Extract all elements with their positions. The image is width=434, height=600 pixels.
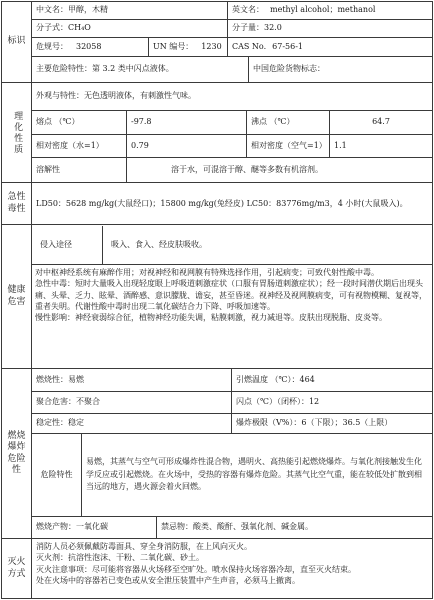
stability-cell — [31, 413, 232, 434]
cn-name-value: 甲醇，木精 — [68, 5, 108, 15]
boiling-point-value-cell — [329, 110, 433, 135]
cas-number-cell — [227, 37, 433, 57]
section-identification: 标识 — [1, 1, 32, 83]
section-health-hazard: 健康危害 — [1, 224, 32, 369]
mw-value: 32.0 — [264, 23, 282, 33]
cn-name-cell — [31, 1, 228, 20]
cn-hazard-mark-label: 中国危险货物标志： — [253, 64, 325, 74]
polymerization-label: 聚合危害： — [36, 397, 76, 407]
firefighting-line-2: 灭火剂：抗溶性泡沫、干粉、二氧化碳、砂土。 — [36, 553, 204, 563]
flash-point-value: 12 — [308, 397, 320, 407]
appearance-label: 外观与特性： — [36, 91, 84, 101]
ignition-temp-label: 引燃温度 （℃）： — [236, 374, 300, 384]
firefighting-line-3: 灭火注意事项：尽可能将容器从火场移至空旷处。喷水保持火场容器冷却，直至灭火结束。 — [36, 564, 356, 574]
health-effects-p1: 对中枢神经系统有麻醉作用；对视神经和视网膜有特殊选择作用，引起病变；可致代射性酸中毒。 — [35, 268, 379, 277]
combustion-products-cell — [31, 516, 157, 539]
flammability-label: 燃烧性： — [36, 374, 68, 384]
en-name-value: methyl alcohol；methanol — [270, 5, 376, 15]
ignition-temp-cell — [231, 368, 433, 392]
hazard-class-value: 第 3.2 类中闪点液体。 — [92, 64, 174, 74]
formula-label: 分子式： — [36, 23, 68, 33]
solubility-value: 溶于水，可混溶于醇、醚等多数有机溶剂。 — [171, 164, 323, 174]
cn-hazard-mark-cell — [248, 56, 433, 83]
ignition-temp-value: 464 — [299, 374, 315, 384]
appearance-cell — [31, 82, 433, 111]
rel-density-air-value-cell — [329, 134, 433, 158]
boiling-point-label-cell — [246, 110, 330, 135]
stability-label: 稳定性： — [36, 418, 68, 428]
explosion-limit-cell — [231, 413, 433, 434]
hazard-characteristics-label: 危险特性 — [40, 469, 73, 479]
polymerization-cell — [31, 391, 232, 414]
melting-point-value: -97.8 — [131, 117, 152, 127]
health-right-border — [432, 224, 433, 369]
hazard-class-label: 主要危险特性： — [36, 64, 92, 74]
en-name-label: 英文名： — [232, 5, 264, 15]
firefighting-line-1: 消防人员必须佩戴防毒面具、穿全身消防服，在上风向灭火。 — [36, 542, 252, 551]
appearance-value: 无色透明液体，有刺激性气味。 — [84, 91, 196, 101]
section-physchem — [1, 82, 32, 183]
incompatible-cell — [156, 516, 433, 539]
molecular-weight-cell — [227, 19, 433, 38]
boiling-point-value: 64.7 — [372, 117, 390, 127]
route-label-cell — [32, 226, 102, 264]
un-number-label: UN 编号： — [153, 41, 194, 51]
hazard-characteristics-value: 易燃，其蒸气与空气可形成爆炸性混合物，遇明火、高热能引起燃烧爆炸。与氧化剂接触发生化学反应或引起燃烧。在火场中，受热的容器有爆炸危险。其蒸气比空气重，能在较低处扩散到相当远的地方，遇火源会着火回燃。 — [86, 456, 422, 492]
formula-value: CH₄O — [68, 23, 91, 33]
cn-name-label: 中文名： — [36, 5, 68, 15]
health-effects-block — [32, 266, 432, 368]
toxicity-cell — [31, 182, 433, 225]
en-name-cell — [227, 1, 433, 20]
combustion-products-value: 一氧化碳 — [76, 522, 108, 532]
flash-point-cell — [231, 391, 433, 414]
section-firefighting: 灭火方式 — [1, 538, 32, 599]
hazard-number-value: 32058 — [76, 41, 102, 51]
flammability-value: 易燃 — [68, 374, 84, 384]
formula-cell — [31, 19, 228, 38]
solubility-label-cell — [31, 157, 127, 183]
solubility-label: 溶解性 — [36, 164, 60, 174]
rel-density-water-value: 0.79 — [131, 140, 149, 150]
rel-density-air-value: 1.1 — [334, 140, 347, 150]
explosion-limit-label: 爆炸极限（V%）： — [236, 418, 302, 428]
melting-point-label-cell — [31, 110, 127, 135]
route-underline — [31, 264, 433, 265]
route-value: 吸入、食入、经皮肤吸收。 — [111, 239, 207, 249]
polymerization-value: 不聚合 — [76, 397, 100, 407]
explosion-limit-value: 6（下限）；36.5（上限） — [301, 418, 393, 428]
stability-value: 稳定 — [68, 418, 84, 428]
boiling-point-label: 沸点 （℃） — [251, 117, 295, 127]
section-fire-explosion: 燃烧爆炸危险性 — [1, 368, 32, 539]
melting-point-label: 熔点 （℃） — [36, 117, 80, 127]
hazard-characteristics-cell — [81, 433, 433, 517]
rel-density-air-label-cell — [246, 134, 330, 158]
incompatible-value: 酸类、酸酐、强氧化剂、碱金属。 — [193, 522, 313, 532]
incompatible-label: 禁忌物： — [161, 522, 193, 532]
rel-density-water-label-cell — [31, 134, 127, 158]
hazard-class-cell — [31, 56, 249, 83]
flash-point-label: 闪点（℃）（闭杯）： — [236, 397, 309, 407]
hazard-characteristics-label-cell — [31, 433, 82, 517]
mw-label: 分子量： — [232, 23, 264, 33]
combustion-products-label: 燃烧产物： — [36, 522, 76, 532]
section-acute-toxicity: 急性毒性 — [1, 182, 32, 225]
toxicity-text: LD50：5628 mg/kg(大鼠经口)；15800 mg/kg(兔经皮) LC50：83776mg/m3，4 小时(大鼠吸入)。 — [36, 198, 408, 208]
un-number-value: 1230 — [201, 41, 222, 51]
hazard-number-cell — [31, 37, 149, 57]
health-effects-p2: 急性中毒：短时大量吸入出现轻度眼上呼吸道刺激症状（口服有胃肠道刺激症状）；经一段时间潜伏期后出现头痛、头晕、乏力、眩晕、酒醉感、意识朦胧、谵妄，甚至昏迷。视神经及视网膜病变，可有视物模糊、复视等，重者失明。代谢性酸中毒时出现二氧化碳结合力下降、呼吸加速等。 — [35, 279, 427, 312]
route-label: 侵入途径 — [40, 239, 72, 249]
hazard-number-label: 危规号： — [36, 41, 68, 51]
flammability-cell — [31, 368, 232, 392]
un-number-cell — [148, 37, 228, 57]
rel-density-water-value-cell — [126, 134, 247, 158]
health-effects-p3: 慢性影响：神经衰弱综合征，植物神经功能失调，粘膜刺激，视力减退等。皮肤出现脱脂、皮炎等。 — [35, 313, 387, 323]
section-physchem-label: 理化性质 — [12, 110, 23, 155]
rel-density-air-label: 相对密度（空气=1） — [251, 140, 327, 150]
firefighting-cell — [31, 538, 433, 599]
rel-density-water-label: 相对密度（水=1） — [36, 140, 104, 150]
solubility-value-cell — [126, 157, 433, 183]
route-value-cell — [103, 226, 431, 264]
firefighting-line-4: 处在火场中的容器若已变色或从安全泄压装置中产生声音，必须马上撤离。 — [36, 576, 300, 586]
cas-value: 67-56-1 — [272, 41, 303, 51]
melting-point-value-cell — [126, 110, 247, 135]
cas-label: CAS No. — [232, 41, 267, 51]
